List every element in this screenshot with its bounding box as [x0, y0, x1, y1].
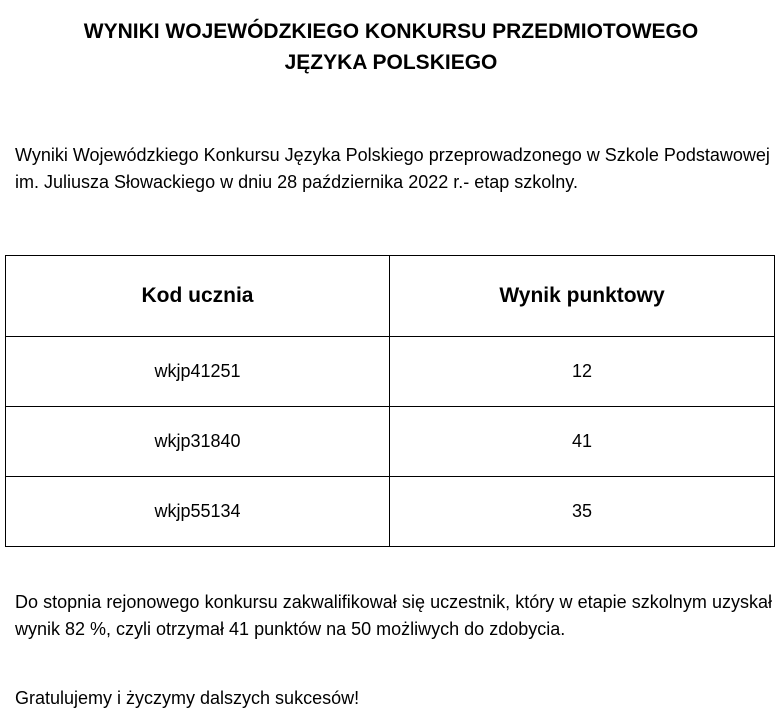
results-table	[5, 255, 775, 547]
student-code-cell: wkjp41251	[6, 337, 390, 407]
score-cell: 41	[390, 407, 775, 477]
table-row	[6, 477, 775, 547]
student-code-cell: wkjp31840	[6, 407, 390, 477]
header-score: Wynik punktowy	[390, 256, 775, 337]
table-row	[6, 407, 775, 477]
intro-paragraph: Wyniki Wojewódzkiego Konkursu Języka Polskiego przeprowadzonego w Szkole Podstawowej im. Juliusza Słowackiego w dniu 28 października 2022 r.- etap szkolny.	[15, 145, 770, 192]
table-header-row	[6, 256, 775, 337]
closing-paragraph: Gratulujemy i życzymy dalszych sukcesów!	[15, 688, 360, 708]
header-student-code: Kod ucznia	[6, 256, 390, 337]
document-title	[0, 16, 782, 78]
title-line-2: JĘZYKA POLSKIEGO	[284, 51, 498, 74]
score-cell: 35	[390, 477, 775, 547]
score-cell: 12	[390, 337, 775, 407]
title-line-1: WYNIKI WOJEWÓDZKIEGO KONKURSU PRZEDMIOTOWEGO	[83, 20, 699, 43]
student-code-cell: wkjp55134	[6, 477, 390, 547]
summary-paragraph: Do stopnia rejonowego konkursu zakwalifikował się uczestnik, który w etapie szkolnym uzyskał wynik 82 %, czyli otrzymał 41 punktów na 50 możliwych do zdobycia.	[15, 592, 772, 639]
table-row	[6, 337, 775, 407]
